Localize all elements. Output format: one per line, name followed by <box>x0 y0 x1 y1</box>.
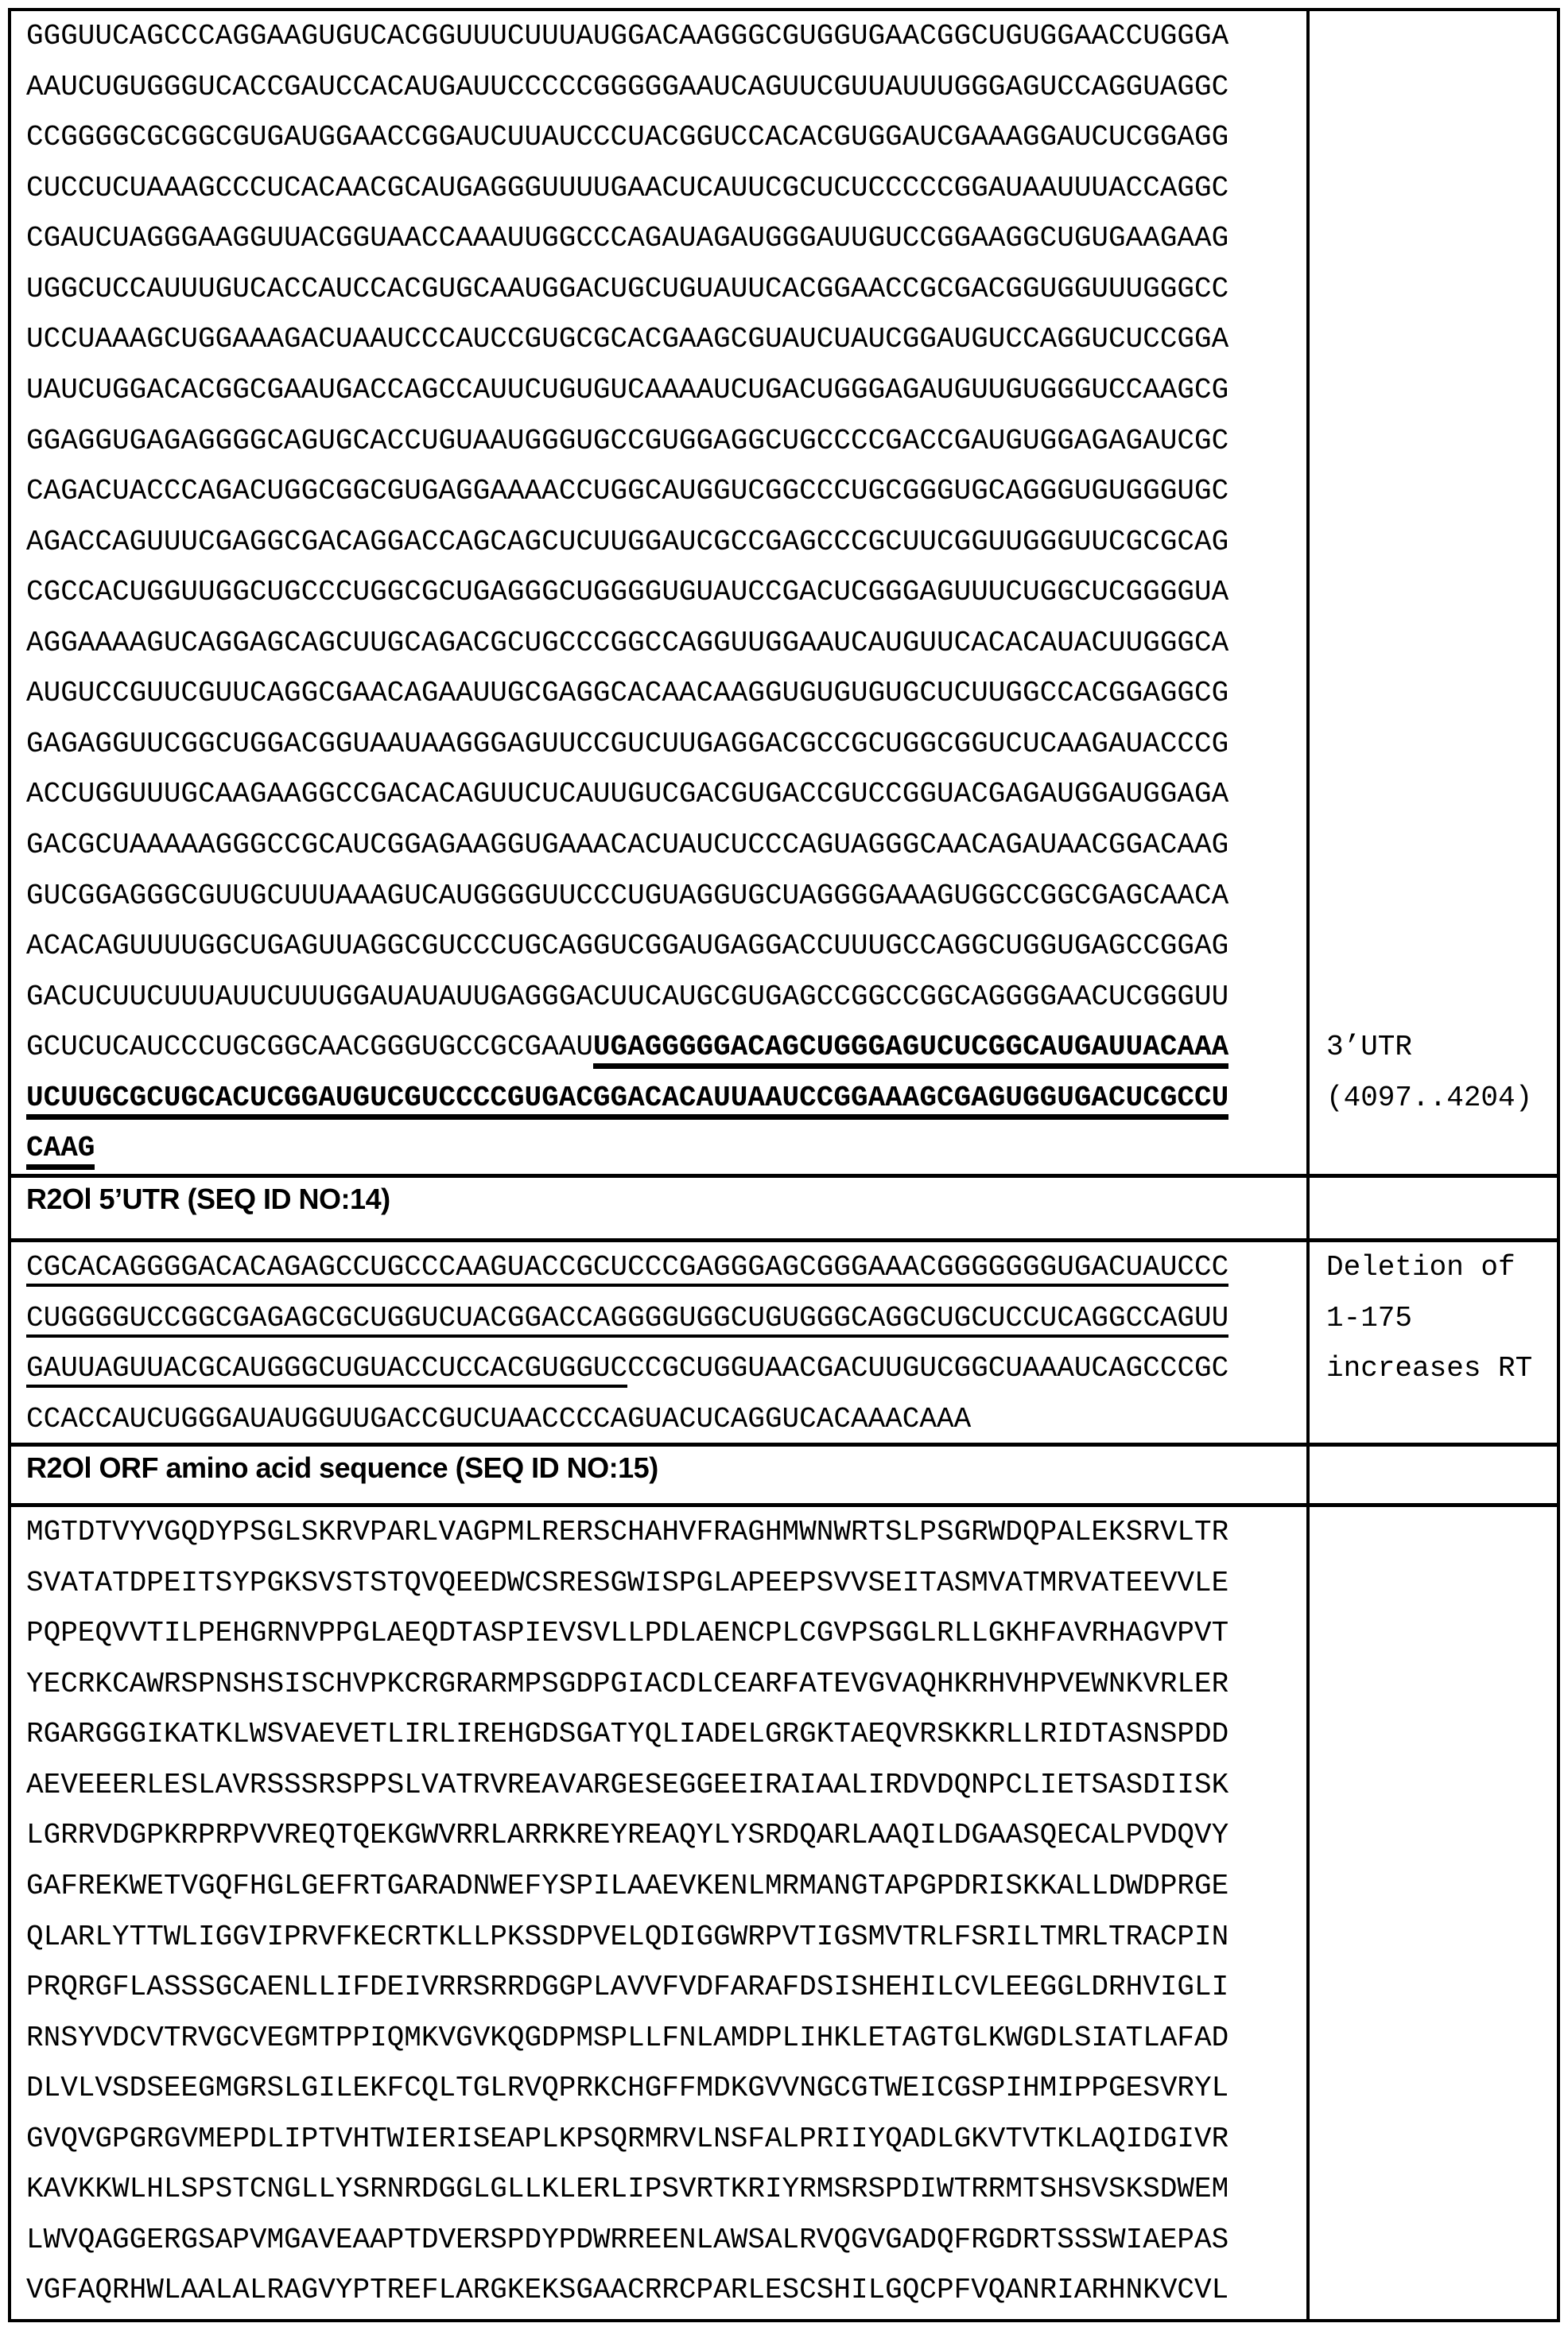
sequence-segment: CAGACUACCCAGACUGGCGGCGUGAGGAAAACCUGGCAUGGUCGGCCCUGCGGGUGCAGGGUGUGGGUGC <box>26 475 1229 508</box>
sequence-segment-bold-underlined: CAAG <box>26 1132 95 1170</box>
sequence-segment: CCGGGGCGCGGCGUGAUGGAACCGGAUCUUAUCCCUACGGUCCACACGUGGAUCGAAAGGAUCUCGGAGG <box>26 121 1229 154</box>
row-5utr-sequence <box>11 1242 1557 1447</box>
sequence-segment: RNSYVDCVTRVGCVEGMTPPIQMKVGVKQGDPMSPLLFNLAMDPLIHKLETAGTGLKWGDLSIATLAFAD <box>26 2021 1229 2054</box>
sequence-line <box>26 567 1306 618</box>
sequence-segment: GUCGGAGGGCGUUGCUUUAAAGUCAUGGGGUUCCCUGUAGGUGCUAGGGGAAAGUGGCCGGCGAGCAACA <box>26 879 1229 912</box>
sequence-segment-bold-underlined: UCUUGCGCUGCACUCGGAUGUCGUCCCCGUGACGGACACAUUAAUCCGGAAAGCGAGUGGUGACUCGCCU <box>26 1082 1228 1120</box>
annotation-line: Deletion of <box>1326 1251 1516 1284</box>
sequence-line <box>26 1760 1306 1811</box>
sequence-line <box>26 1073 1306 1124</box>
sequence-line <box>26 2265 1306 2316</box>
sequence-listing-table <box>8 8 1560 2322</box>
sequence-segment: GCUCUCAUCCCUGCGGCAACGGGUGCCGCGAAU <box>26 1031 593 1064</box>
sequence-segment: RGARGGGIKATKLWSVAEVETLIRLIREHGDSGATYQLIADELGRGKTAEQVRSKKRLLRIDTASNSPDD <box>26 1718 1229 1751</box>
sequence-line <box>26 618 1306 669</box>
sequence-segment: PQPEQVVTILPEHGRNVPPGLAEQDTASPIEVSVLLPDLAENCPLCGVPSGGLRLLGKHFAVRHAGVPVT <box>26 1617 1229 1650</box>
sequence-line <box>26 2013 1306 2064</box>
sequence-line <box>26 668 1306 719</box>
utr5-sequence-cell <box>11 1242 1310 1443</box>
sequence-segment: GGAGGUGAGAGGGGCAGUGCACCUGUAAUGGGUGCCGUGGAGGCUGCCCCGACCGAUGUGGAGAGAUCGC <box>26 424 1229 457</box>
sequence-line <box>26 1558 1306 1609</box>
sequence-segment-underlined: CUGGGGUCCGGCGAGAGCGCUGGUCUACGGACCAGGGGUGGCUGUGGGCAGGCUGCUCCUCAGGCCAGUU <box>26 1302 1228 1338</box>
rna-sequence-cell <box>11 11 1310 1174</box>
sequence-line <box>26 2063 1306 2114</box>
sequence-line <box>26 213 1306 264</box>
sequence-line <box>26 1962 1306 2013</box>
sequence-line <box>26 11 1306 62</box>
sequence-segment: SVATATDPEITSYPGKSVSTSTQVQEEDWCSRESGWISPGLAPEEPSVVSEITASMVATMRVATEEVVLE <box>26 1566 1229 1599</box>
annotation-cell-empty-3 <box>1310 1507 1557 2319</box>
sequence-segment: ACCUGGUUUGCAAGAAGGCCGACACAGUUCUCAUUGUCGACGUGACCGUCCGGUACGAGAUGGAUGGAGA <box>26 778 1229 811</box>
sequence-segment: CGAUCUAGGGAAGGUUACGGUAACCAAAUUGGCCCAGAUAGAUGGGAUUGUCCGGAAGGCUGUGAAGAAG <box>26 222 1229 255</box>
annotation-cell-deletion <box>1310 1242 1557 1443</box>
sequence-line <box>26 2164 1306 2215</box>
sequence-segment: GAFREKWETVGQFHGLGEFRTGARADNWEFYSPILAAEVKENLMRMANGTAPGPDRISKKALLDWDPRGE <box>26 1869 1229 1902</box>
sequence-segment: GACUCUUCUUUAUUCUUUGGAUAUAUUGAGGGACUUCAUGCGUGAGCCGGCCGGCAGGGGAACUCGGGUU <box>26 980 1229 1013</box>
sequence-line <box>26 517 1306 568</box>
sequence-segment: DLVLVSDSEEGMGRSLGILEKFCQLTGLRVQPRKCHGFFMDKGVVNGCGTWEICGSPIHMIPPGESVRYL <box>26 2072 1229 2105</box>
sequence-segment: PRQRGFLASSSGCAENLLIFDEIVRRSRRDGGPLAVVFVDFARAFDSISHEHILCVLEEGGLDRHVIGLI <box>26 1971 1229 2004</box>
sequence-segment: MGTDTVYVGQDYPSGLSKRVPARLVAGPMLRERSCHAHVFRAGHMWNWRTSLPSGRWDQPALEKSRVLTR <box>26 1516 1229 1548</box>
section-header-orf-label: R2Ol ORF amino acid sequence (SEQ ID NO:15) <box>26 1451 658 1484</box>
sequence-segment: AGACCAGUUUCGAGGCGACAGGACCAGCAGCUCUUGGAUCGCCGAGCCCGCUUCGGUUGGGUUCGCGCAG <box>26 525 1229 558</box>
sequence-line <box>26 1343 1306 1394</box>
sequence-line <box>26 1659 1306 1710</box>
annotation-line: 1-175 <box>1326 1301 1413 1334</box>
sequence-segment: GVQVGPGRGVMEPDLIPTVHTWIERISEAPLKPSQRMRVLNSFALPRIIYQADLGKVTVTKLAQIDGIVR <box>26 2122 1229 2155</box>
sequence-line <box>26 1507 1306 1558</box>
sequence-segment: AGGAAAAGUCAGGAGCAGCUUGCAGACGCUGCCCGGCCAGGUUGGAAUCAUGUUCACACAUACUUGGGCA <box>26 626 1229 659</box>
sequence-segment: UCCUAAAGCUGGAAAGACUAAUCCCAUCCGUGCGCACGAAGCGUAUCUAUCGGAUGUCCAGGUCUCCGGA <box>26 323 1229 356</box>
sequence-segment: CCACCAUCUGGGAUAUGGUUGACCGUCUAACCCCAGUACUCAGGUCACAAACAAA <box>26 1402 972 1435</box>
sequence-line <box>26 921 1306 972</box>
sequence-segment: GAGAGGUUCGGCUGGACGGUAAUAAGGGAGUUCCGUCUUGAGGACGCCGCUGGCGGUCUCAAGAUACCCG <box>26 727 1229 760</box>
sequence-line <box>26 1810 1306 1861</box>
sequence-line <box>26 163 1306 214</box>
sequence-line <box>26 1242 1306 1293</box>
row-header-5utr <box>11 1178 1557 1242</box>
annotation-cell-3utr <box>1310 11 1557 1174</box>
sequence-segment: LGRRVDGPKRPRPVVREQTQEKGWVRRLARRKREYREAQYLYSRDQARLAAQILDGAASQECALPVDQVY <box>26 1819 1229 1852</box>
row-orf-amino-acid-sequence <box>11 1507 1557 2319</box>
annotation-cell-empty-2 <box>1310 1447 1557 1503</box>
section-header-5utr-label: R2Ol 5’UTR (SEQ ID NO:14) <box>26 1183 390 1215</box>
sequence-segment: YECRKCAWRSPNSHSISCHVPKCRGRARMPSGDPGIACDLCEARFATEVGVAQHKRHVHPVEWNKVRLER <box>26 1667 1229 1700</box>
sequence-segment: QLARLYTTWLIGGVIPRVFKECRTKLLPKSSDPVELQDIGGWRPVTIGSMVTRLFSRILTMRLTRACPIN <box>26 1920 1229 1953</box>
sequence-line <box>26 314 1306 365</box>
sequence-line <box>26 1861 1306 1912</box>
sequence-segment: AUGUCCGUUCGUUCAGGCGAACAGAAUUGCGAGGCACAACAAGGUGUGUGUGCUCUUGGCCACGGAGGCG <box>26 677 1229 710</box>
sequence-segment: KAVKKWLHLSPSTCNGLLYSRNRDGGLGLLKLERLIPSVRTKRIYRMSRSPDIWTRRMTSHSVSKSDWEM <box>26 2173 1229 2206</box>
sequence-segment: CGCCACUGGUUGGCUGCCCUGGCGCUGAGGGCUGGGGUGUAUCCGACUCGGGAGUUUCUGGCUCGGGGUA <box>26 576 1229 609</box>
sequence-line <box>26 62 1306 113</box>
annotation-line: increases RT <box>1326 1352 1533 1385</box>
row-header-orf <box>11 1447 1557 1507</box>
section-header-5utr <box>11 1178 1310 1238</box>
sequence-segment: UGGCUCCAUUUGUCACCAUCCACGUGCAAUGGACUGCUGUAUUCACGGAACCGCGACGGUGGUUUGGGCC <box>26 272 1229 305</box>
sequence-line <box>26 1293 1306 1344</box>
sequence-line <box>26 365 1306 416</box>
sequence-segment: AAUCUGUGGGUCACCGAUCCACAUGAUUCCCCCGGGGGAAUCAGUUCGUUAUUUGGGAGUCCAGGUAGGC <box>26 70 1229 103</box>
sequence-segment: GACGCUAAAAAGGGCCGCAUCGGAGAAGGUGAAACACUAUCUCCCAGUAGGGCAACAGAUAACGGACAAG <box>26 829 1229 861</box>
sequence-line <box>26 1394 1306 1443</box>
sequence-segment: GGGUUCAGCCCAGGAAGUGUCACGGUUUCUUUAUGGACAAGGGCGUGGUGAACGGCUGUGGAACCUGGGA <box>26 20 1229 52</box>
row-rna-sequence-3utr <box>11 11 1557 1178</box>
annotation-cell-empty-1 <box>1310 1178 1557 1238</box>
sequence-segment: CUCCUCUAAAGCCCUCACAACGCAUGAGGGUUUUGAACUCAUUCGCUCUCCCCCGGAUAAUUUACCAGGC <box>26 171 1229 204</box>
sequence-line <box>26 719 1306 770</box>
sequence-line <box>26 1608 1306 1659</box>
sequence-line <box>26 871 1306 922</box>
annotation-line: 3’UTR <box>1326 1031 1413 1064</box>
sequence-line <box>26 264 1306 315</box>
sequence-line <box>26 769 1306 820</box>
sequence-segment: AEVEEERLESLAVRSSSRSPPSLVATRVREAVARGESEGGEEIRAIAALIRDVDQNPCLIETSASDIISK <box>26 1768 1229 1801</box>
sequence-segment-bold-underlined: UGAGGGGGACAGCUGGGAGUCUCGGCAUGAUUACAAA <box>593 1031 1228 1069</box>
sequence-segment-underlined: CGCACAGGGGACACAGAGCCUGCCCAAGUACCGCUCCCGAGGGAGCGGGAAACGGGGGGGUGACUAUCCC <box>26 1251 1228 1287</box>
sequence-segment: ACACAGUUUUGGCUGAGUUAGGCGUCCCUGCAGGUCGGAUGAGGACCUUUGCCAGGCUGGUGAGCCGGAG <box>26 930 1229 963</box>
annotation-line: (4097..4204) <box>1326 1081 1533 1114</box>
sequence-line <box>26 1123 1306 1174</box>
sequence-line <box>26 820 1306 871</box>
sequence-line <box>26 112 1306 163</box>
sequence-line <box>26 1022 1306 1073</box>
sequence-segment: VGFAQRHWLAALALRAGVYPTREFLARGKEKSGAACRRCPARLESCSHILGQCPFVQANRIARHNKVCVL <box>26 2274 1229 2307</box>
sequence-segment: LWVQAGGERGSAPVMGAVEAAPTDVERSPDYPDWRREENLAWSALRVQGVGADQFRGDRTSSSWIAEPAS <box>26 2223 1229 2256</box>
sequence-line <box>26 1709 1306 1760</box>
sequence-line <box>26 2114 1306 2165</box>
sequence-line <box>26 972 1306 1023</box>
sequence-segment: CCGCUGGUAACGACUUGUCGGCUAAAUCAGCCCGC <box>627 1352 1229 1385</box>
sequence-line <box>26 1912 1306 1963</box>
sequence-line <box>26 466 1306 517</box>
sequence-segment: UAUCUGGACACGGCGAAUGACCAGCCAUUCUGUGUCAAAAUCUGACUGGGAGAUGUUGUGGGUCCAAGCG <box>26 373 1229 406</box>
sequence-line <box>26 2215 1306 2266</box>
sequence-line <box>26 416 1306 467</box>
sequence-segment-underlined: GAUUAGUUACGCAUGGGCUGUACCUCCACGUGGUC <box>26 1352 627 1388</box>
orf-sequence-cell <box>11 1507 1310 2319</box>
section-header-orf <box>11 1447 1310 1503</box>
